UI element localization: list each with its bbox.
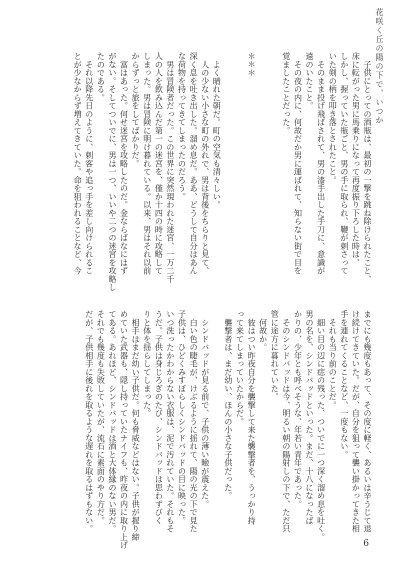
page-number: 6 xyxy=(363,539,369,549)
running-head: 花咲く丘の陽の下で、いつか xyxy=(375,8,384,125)
body-text-lower: までにも幾度もあって、その度に軽く、あるいは辛うじて退 け続けてきていた。だが、自分を狙って襲い掛かってきた相 手を連れてくることなど、一度もない。 それも当り前のことだ。 細い目の辺に痣の残った、ついでに一つ深く溜め息を吐く。 男の名を、シンドバッドといった。まだ、十八になったば かりの、少年とも呼べそうな、年若い青年であった。 そのシンドバッドは今、明るい朝の陽射しの下で、ただ只 管に途方に暮れていた。 何故か。 彼はつい昨夜自分を襲撃して来た襲撃者を、うっかり持 って来てしまっていたからだ。 襲撃者は、まだ幼い、ほんの小さな子供だった。 シンドバッドが見る前で、子供の薄い瞼が震えた。 白い色の睫毛が、けぶるように揺れて、陽の光の下で見た 子供は、ひどくみすぼらしくシンドバッドの目に映った。 いつ洗ったかわからない衣服は、泥で汚れていた。それもそ うだ。子供は身じろぎのたび、シンドバッドは思わずびく りと体を揺らしてしまった。 相手はまだ幼い子供だ。何も脅威などはない。子供が握り締 めていた武器も、隠し持っていたナイフも、昨夜の内に取り上げ てある。あれほど、シンドバッドは酒と大体縁のない男だ。 それでも幾度も失敗していたが、流石に素面のやり方だ。 だが、子供相手に後れを取るような遅れを取るはずもない。 xyxy=(84,310,372,550)
body-text-upper: 子供にとっての酒瓶は、最初の一撃を跳ね除けられたこと、 床に転がった男に馬乗りになって再度振り下ろした時は、 しかし、握っていた瓶ごと、男の手に取られ、鞭が刺さって いた剣の柄を叩き落とされたこと。 そのまま投げ飛ばされて、男の漆手出した手刀に、意識が 遠のいたこと。 その夜の内に、何故だか男に運ばれて、知らない街で目を 覚ましたことだった。 ＊＊＊ よく晴れた朝だ。町の空気も清々しい。 人の少ない小さな町の外れで、男は背後をちらりと見て、 深く息を吐き出した。溜め息だ。ああ、どうして自分はあん な荷物を持ってきてしまったのだろう。 男は冒険者だった。この世界に突然現われた迷宮、一万二千 人の人を飲み込んだ第一の迷宮を、僅か十四の時に攻略して しまった。男は冒険に明け暮れている。以来、男はそれ以前 からずっと旅をしてばかりだ。 富はあった。何せ迷宮を攻略したのだ。金ならばなにはず がない。そしてついでに、男は一つ、いいや二つの迷宮を攻略し たのである。 それ以降先日のように、刺客や追っ手を差し向けられるこ とが少なからず増えてきていた。命を狙われることなど、今 xyxy=(73,52,372,292)
